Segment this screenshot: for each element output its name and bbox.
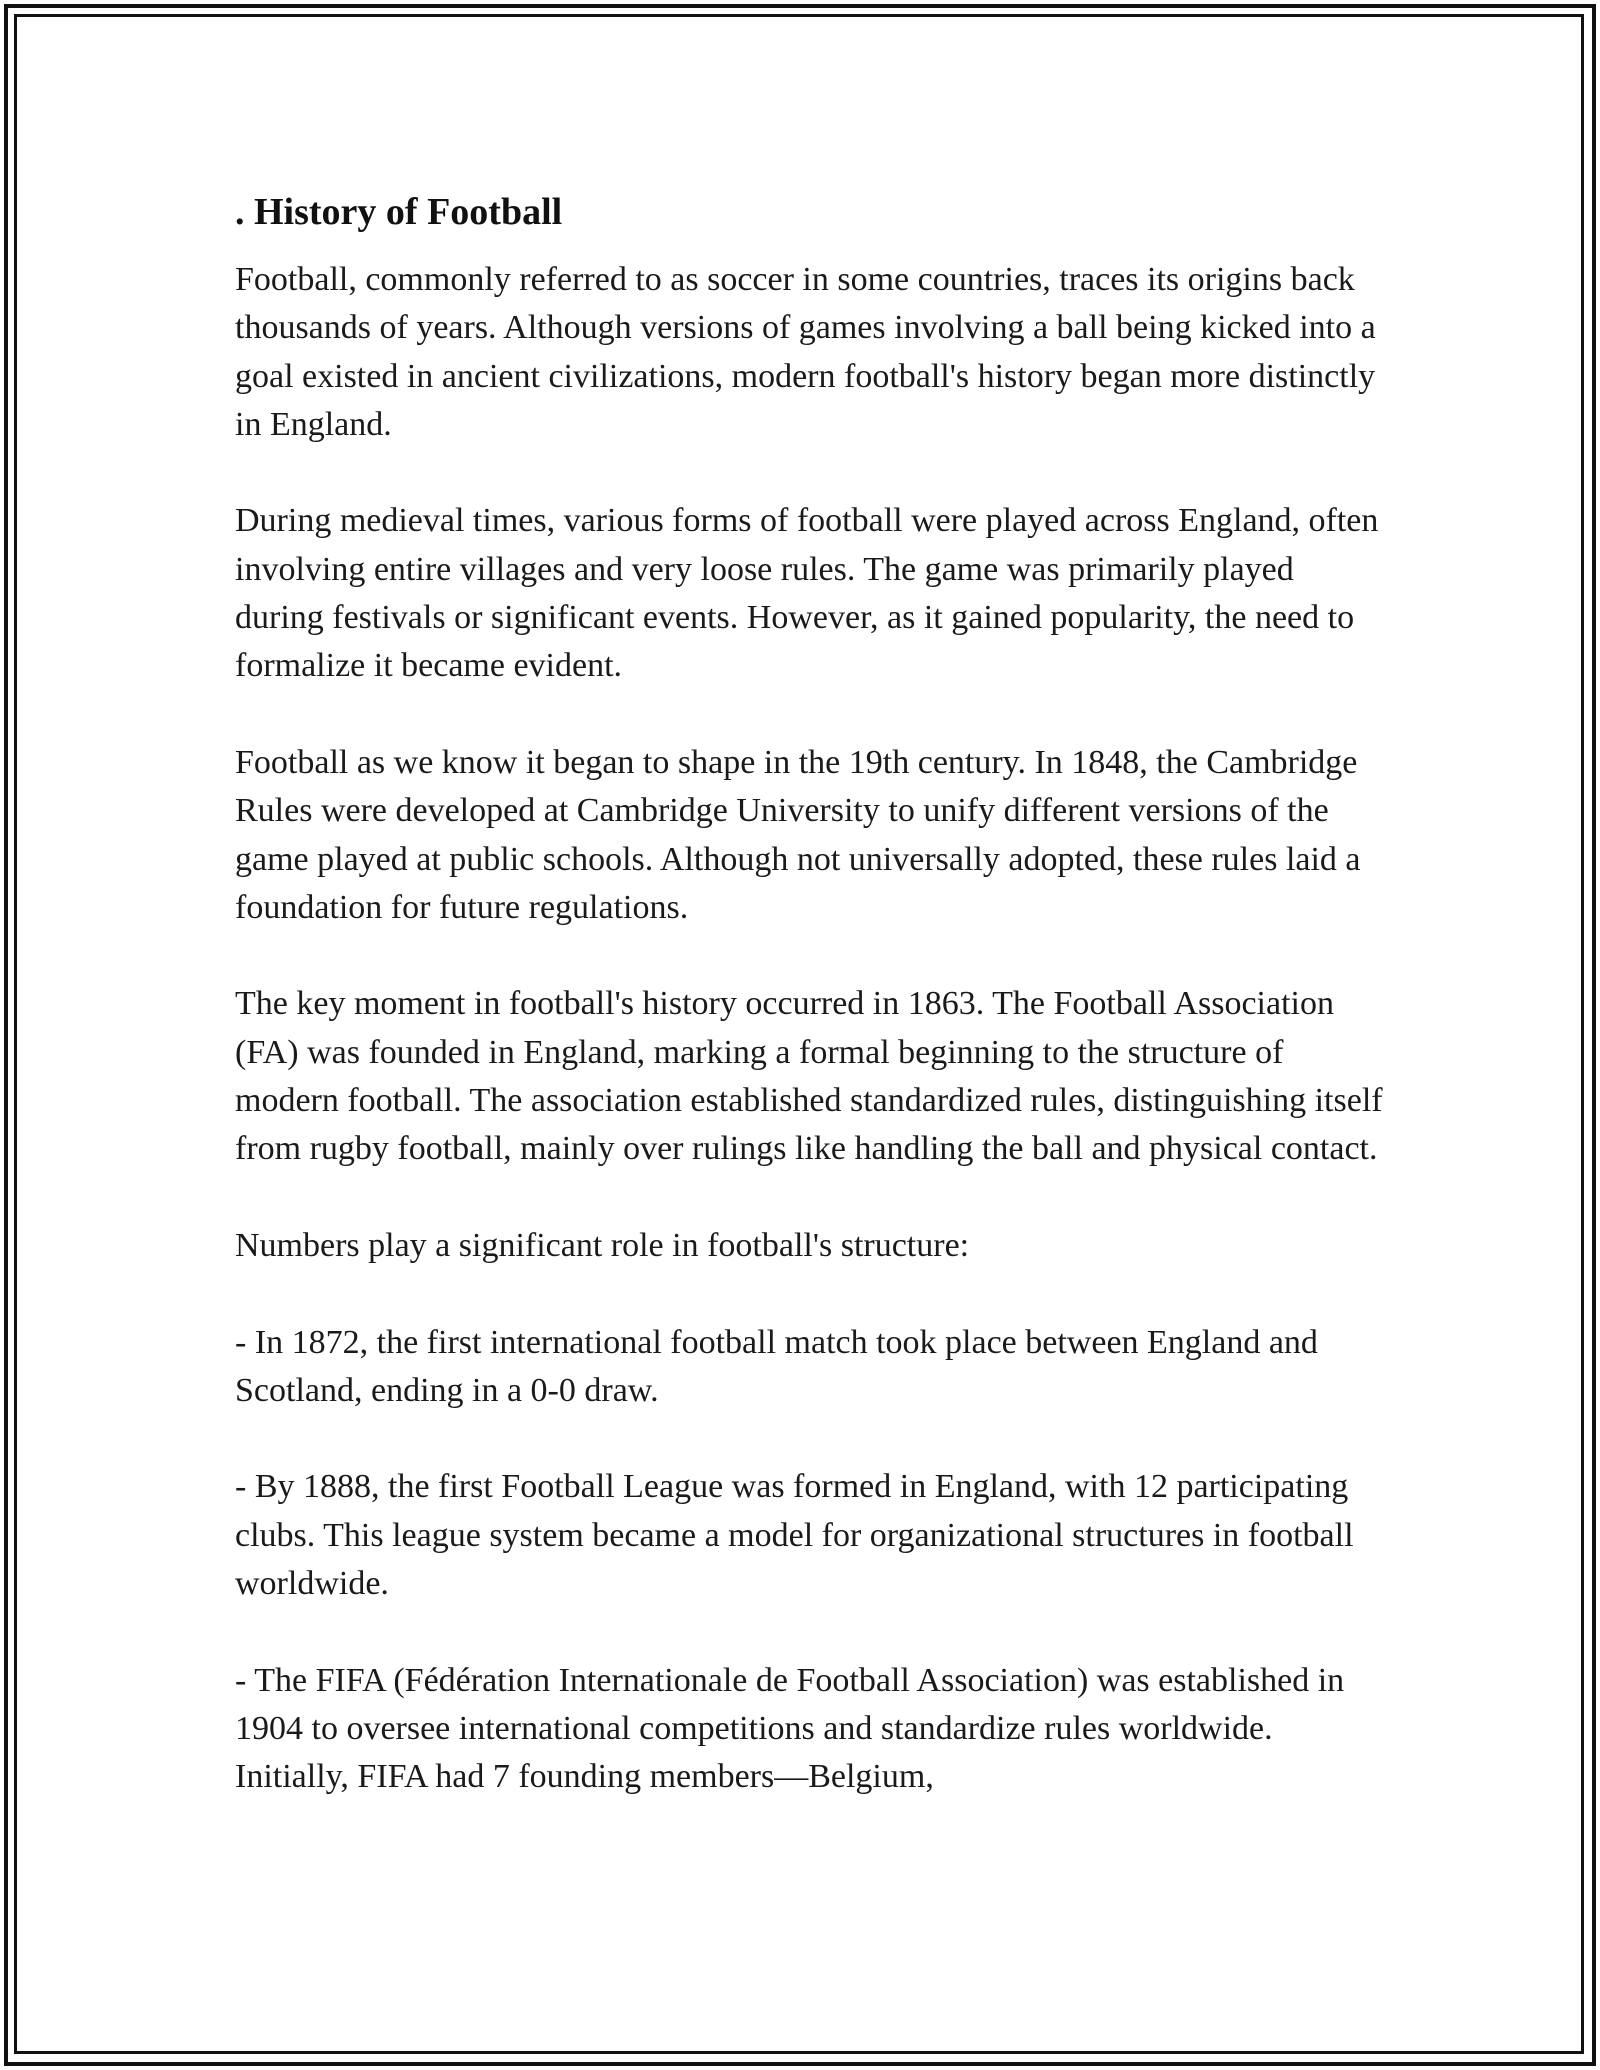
- paragraph-medieval: During medieval times, various forms of football were played across England, often involving entire villages and very loose rules. The game was primarily played during festivals or significant events. However, as it gained popularity, the need to formalize it became evident.: [235, 502, 1379, 685]
- document-body: [235, 182, 1385, 1802]
- list-item-1888-league: - By 1888, the first Football League was formed in England, with 12 participating clubs. This league system became a model for organizational structures in football worldwide.: [235, 1468, 1354, 1603]
- paragraph-numbers-intro: Numbers play a significant role in football's structure:: [235, 1226, 970, 1264]
- list-item-1904-fifa: - The FIFA (Fédération Internationale de Football Association) was established in 1904 to oversee international competitions and standardize rules worldwide. Initially, FIFA had 7 founding members—Belgium,: [235, 1661, 1345, 1796]
- section-heading: . History of Football: [235, 191, 563, 233]
- paragraph-origins: Football, commonly referred to as soccer in some countries, traces its origins back thousands of years. Although versions of games involving a ball being kicked into a goal existed in ancient civilizations, modern football's history began more distinctly in England.: [235, 261, 1376, 443]
- list-item-1872-match: - In 1872, the first international football match took place between England and Scotland, ending in a 0-0 draw.: [235, 1323, 1318, 1409]
- paragraph-cambridge-rules: Football as we know it began to shape in the 19th century. In 1848, the Cambridge Rules were developed at Cambridge University to unify different versions of the game played at public schools. Although not universally adopted, these rules laid a foundation for future regulations.: [235, 743, 1361, 926]
- paragraph-football-association: The key moment in football's history occurred in 1863. The Football Association (FA) was founded in England, marking a formal beginning to the structure of modern football. The association established standardized rules, distinguishing itself from rugby football, mainly over rulings like handling the ball and physical contact.: [235, 985, 1383, 1168]
